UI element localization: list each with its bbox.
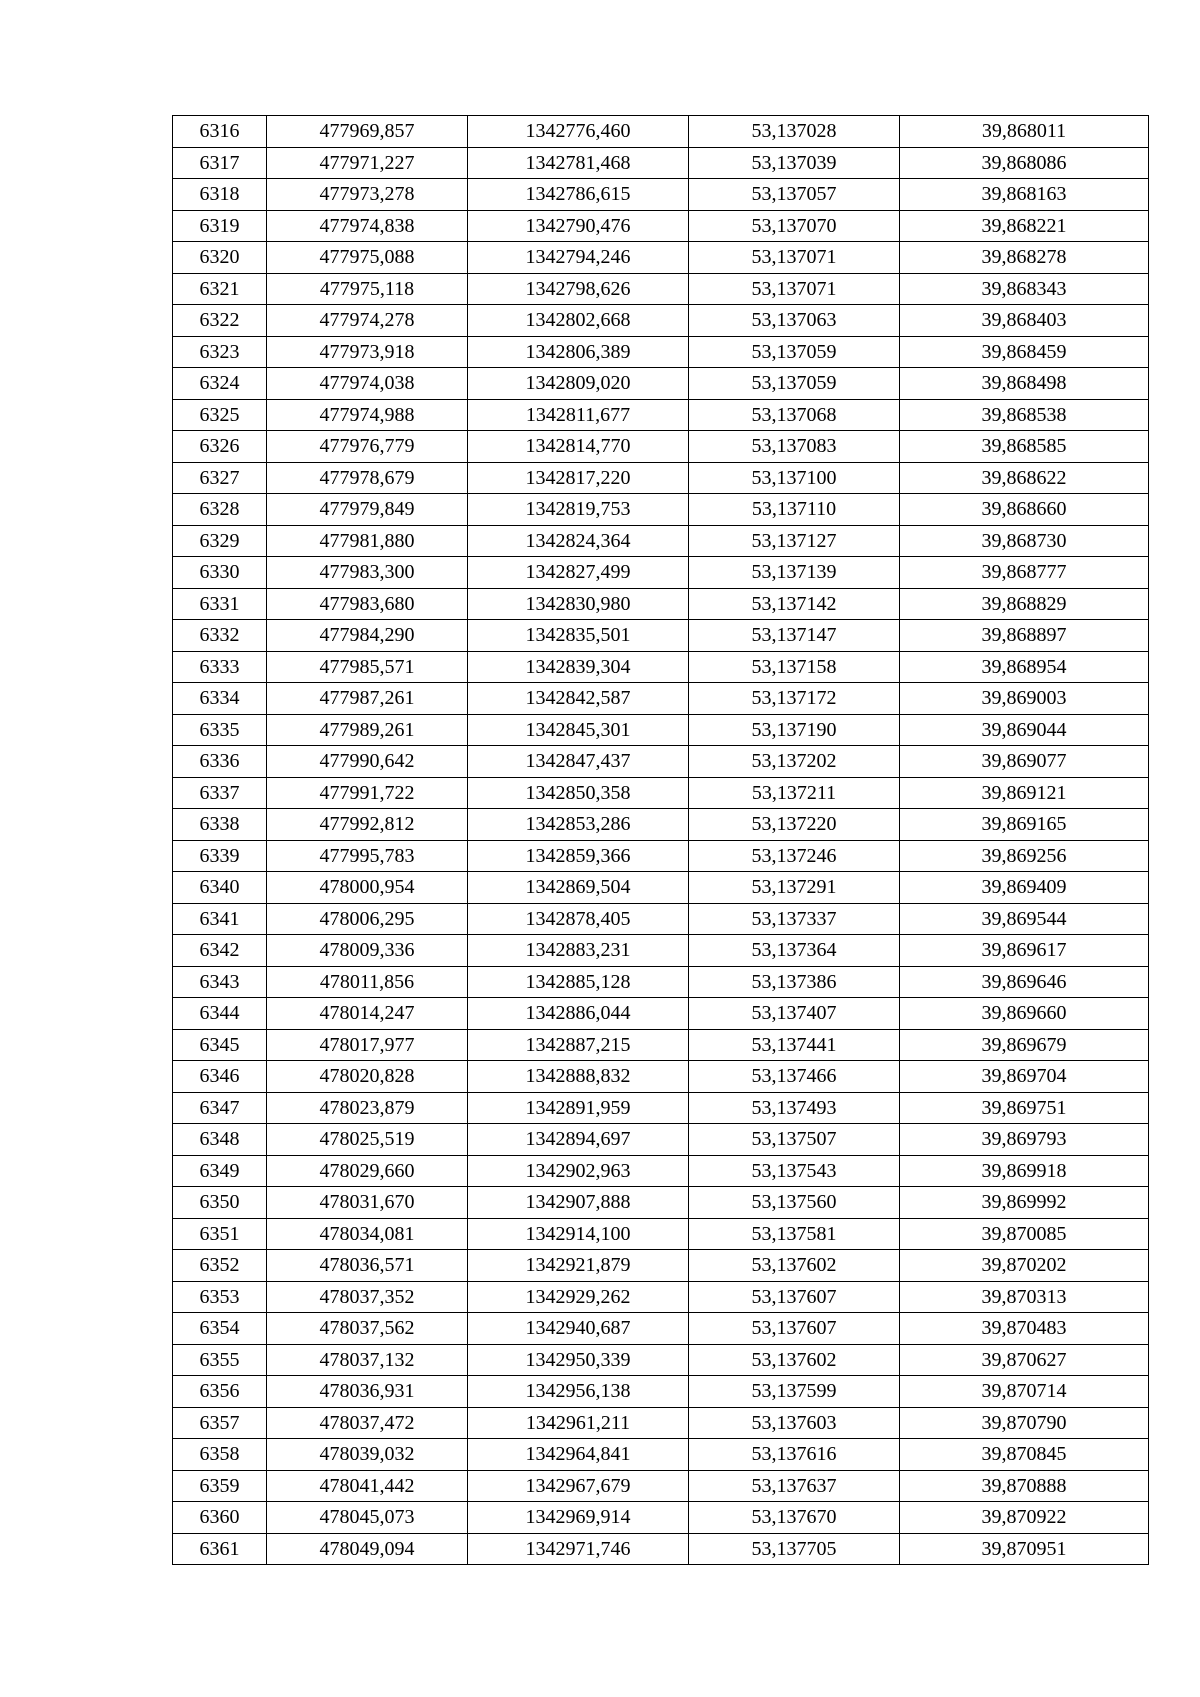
y-coordinate-cell: 1342869,504 [468,872,689,904]
point-number-cell: 6350 [173,1187,267,1219]
longitude-cell: 39,869793 [900,1124,1149,1156]
x-coordinate-cell: 477976,779 [267,431,468,463]
x-coordinate-cell: 477983,680 [267,588,468,620]
table-row [173,399,1149,431]
x-coordinate-cell: 477979,849 [267,494,468,526]
table-row [173,1061,1149,1093]
table-row [173,368,1149,400]
y-coordinate-cell: 1342786,615 [468,179,689,211]
point-number-cell: 6328 [173,494,267,526]
point-number-cell: 6348 [173,1124,267,1156]
y-coordinate-cell: 1342794,246 [468,242,689,274]
point-number-cell: 6352 [173,1250,267,1282]
y-coordinate-cell: 1342886,044 [468,998,689,1030]
table-row [173,935,1149,967]
x-coordinate-cell: 478009,336 [267,935,468,967]
longitude-cell: 39,869679 [900,1029,1149,1061]
point-number-cell: 6359 [173,1470,267,1502]
y-coordinate-cell: 1342790,476 [468,210,689,242]
y-coordinate-cell: 1342969,914 [468,1502,689,1534]
y-coordinate-cell: 1342883,231 [468,935,689,967]
latitude-cell: 53,137071 [689,273,900,305]
y-coordinate-cell: 1342835,501 [468,620,689,652]
table-row [173,116,1149,148]
table-row [173,1533,1149,1565]
y-coordinate-cell: 1342853,286 [468,809,689,841]
point-number-cell: 6318 [173,179,267,211]
point-number-cell: 6339 [173,840,267,872]
x-coordinate-cell: 478014,247 [267,998,468,1030]
point-number-cell: 6345 [173,1029,267,1061]
latitude-cell: 53,137599 [689,1376,900,1408]
x-coordinate-cell: 477995,783 [267,840,468,872]
longitude-cell: 39,869544 [900,903,1149,935]
table-row [173,1439,1149,1471]
y-coordinate-cell: 1342811,677 [468,399,689,431]
table-row [173,1470,1149,1502]
table-row [173,242,1149,274]
x-coordinate-cell: 478037,352 [267,1281,468,1313]
longitude-cell: 39,869617 [900,935,1149,967]
table-row [173,777,1149,809]
point-number-cell: 6334 [173,683,267,715]
latitude-cell: 53,137059 [689,368,900,400]
table-row [173,683,1149,715]
latitude-cell: 53,137637 [689,1470,900,1502]
y-coordinate-cell: 1342802,668 [468,305,689,337]
latitude-cell: 53,137670 [689,1502,900,1534]
latitude-cell: 53,137364 [689,935,900,967]
table-row [173,809,1149,841]
point-number-cell: 6337 [173,777,267,809]
point-number-cell: 6320 [173,242,267,274]
y-coordinate-cell: 1342891,959 [468,1092,689,1124]
table-row [173,1124,1149,1156]
y-coordinate-cell: 1342929,262 [468,1281,689,1313]
latitude-cell: 53,137068 [689,399,900,431]
latitude-cell: 53,137507 [689,1124,900,1156]
y-coordinate-cell: 1342809,020 [468,368,689,400]
point-number-cell: 6340 [173,872,267,904]
y-coordinate-cell: 1342845,301 [468,714,689,746]
latitude-cell: 53,137603 [689,1407,900,1439]
longitude-cell: 39,869003 [900,683,1149,715]
table-row [173,1502,1149,1534]
point-number-cell: 6338 [173,809,267,841]
x-coordinate-cell: 478039,032 [267,1439,468,1471]
latitude-cell: 53,137607 [689,1313,900,1345]
x-coordinate-cell: 478037,132 [267,1344,468,1376]
y-coordinate-cell: 1342902,963 [468,1155,689,1187]
table-row [173,998,1149,1030]
table-row [173,1092,1149,1124]
x-coordinate-cell: 478017,977 [267,1029,468,1061]
latitude-cell: 53,137441 [689,1029,900,1061]
longitude-cell: 39,869121 [900,777,1149,809]
x-coordinate-cell: 478011,856 [267,966,468,998]
latitude-cell: 53,137705 [689,1533,900,1565]
x-coordinate-cell: 478006,295 [267,903,468,935]
y-coordinate-cell: 1342964,841 [468,1439,689,1471]
longitude-cell: 39,868954 [900,651,1149,683]
longitude-cell: 39,870483 [900,1313,1149,1345]
point-number-cell: 6331 [173,588,267,620]
table-row [173,714,1149,746]
y-coordinate-cell: 1342885,128 [468,966,689,998]
x-coordinate-cell: 477978,679 [267,462,468,494]
point-number-cell: 6355 [173,1344,267,1376]
x-coordinate-cell: 477990,642 [267,746,468,778]
y-coordinate-cell: 1342847,437 [468,746,689,778]
latitude-cell: 53,137057 [689,179,900,211]
latitude-cell: 53,137142 [689,588,900,620]
longitude-cell: 39,869044 [900,714,1149,746]
point-number-cell: 6341 [173,903,267,935]
table-row [173,1187,1149,1219]
x-coordinate-cell: 477983,300 [267,557,468,589]
point-number-cell: 6342 [173,935,267,967]
latitude-cell: 53,137493 [689,1092,900,1124]
y-coordinate-cell: 1342781,468 [468,147,689,179]
table-row [173,903,1149,935]
latitude-cell: 53,137147 [689,620,900,652]
longitude-cell: 39,869751 [900,1092,1149,1124]
x-coordinate-cell: 477974,038 [267,368,468,400]
longitude-cell: 39,868897 [900,620,1149,652]
point-number-cell: 6329 [173,525,267,557]
table-row [173,1344,1149,1376]
longitude-cell: 39,868622 [900,462,1149,494]
point-number-cell: 6346 [173,1061,267,1093]
x-coordinate-cell: 478031,670 [267,1187,468,1219]
x-coordinate-cell: 478029,660 [267,1155,468,1187]
point-number-cell: 6316 [173,116,267,148]
table-row [173,746,1149,778]
latitude-cell: 53,137127 [689,525,900,557]
longitude-cell: 39,869165 [900,809,1149,841]
point-number-cell: 6335 [173,714,267,746]
point-number-cell: 6360 [173,1502,267,1534]
latitude-cell: 53,137139 [689,557,900,589]
y-coordinate-cell: 1342776,460 [468,116,689,148]
table-row [173,305,1149,337]
longitude-cell: 39,870790 [900,1407,1149,1439]
latitude-cell: 53,137581 [689,1218,900,1250]
x-coordinate-cell: 478025,519 [267,1124,468,1156]
longitude-cell: 39,868585 [900,431,1149,463]
longitude-cell: 39,868498 [900,368,1149,400]
longitude-cell: 39,868829 [900,588,1149,620]
x-coordinate-cell: 478049,094 [267,1533,468,1565]
longitude-cell: 39,870085 [900,1218,1149,1250]
table-row [173,1029,1149,1061]
y-coordinate-cell: 1342839,304 [468,651,689,683]
y-coordinate-cell: 1342806,389 [468,336,689,368]
point-number-cell: 6344 [173,998,267,1030]
table-row [173,1218,1149,1250]
latitude-cell: 53,137028 [689,116,900,148]
latitude-cell: 53,137063 [689,305,900,337]
latitude-cell: 53,137211 [689,777,900,809]
y-coordinate-cell: 1342950,339 [468,1344,689,1376]
y-coordinate-cell: 1342907,888 [468,1187,689,1219]
table-row [173,557,1149,589]
table-row [173,872,1149,904]
longitude-cell: 39,868459 [900,336,1149,368]
longitude-cell: 39,868660 [900,494,1149,526]
latitude-cell: 53,137220 [689,809,900,841]
table-row [173,651,1149,683]
coordinates-table [172,115,1149,1565]
x-coordinate-cell: 478000,954 [267,872,468,904]
table-row [173,494,1149,526]
table-row [173,620,1149,652]
x-coordinate-cell: 477974,278 [267,305,468,337]
y-coordinate-cell: 1342814,770 [468,431,689,463]
y-coordinate-cell: 1342798,626 [468,273,689,305]
table-row [173,525,1149,557]
x-coordinate-cell: 477975,088 [267,242,468,274]
longitude-cell: 39,868538 [900,399,1149,431]
y-coordinate-cell: 1342921,879 [468,1250,689,1282]
latitude-cell: 53,137407 [689,998,900,1030]
longitude-cell: 39,868777 [900,557,1149,589]
y-coordinate-cell: 1342888,832 [468,1061,689,1093]
x-coordinate-cell: 477973,278 [267,179,468,211]
y-coordinate-cell: 1342850,358 [468,777,689,809]
x-coordinate-cell: 477984,290 [267,620,468,652]
table-row [173,210,1149,242]
longitude-cell: 39,868011 [900,116,1149,148]
latitude-cell: 53,137110 [689,494,900,526]
table-row [173,1313,1149,1345]
x-coordinate-cell: 478041,442 [267,1470,468,1502]
latitude-cell: 53,137083 [689,431,900,463]
table-row [173,179,1149,211]
longitude-cell: 39,868730 [900,525,1149,557]
latitude-cell: 53,137100 [689,462,900,494]
latitude-cell: 53,137190 [689,714,900,746]
latitude-cell: 53,137543 [689,1155,900,1187]
x-coordinate-cell: 477989,261 [267,714,468,746]
x-coordinate-cell: 478036,931 [267,1376,468,1408]
longitude-cell: 39,870922 [900,1502,1149,1534]
y-coordinate-cell: 1342817,220 [468,462,689,494]
table-row [173,1281,1149,1313]
point-number-cell: 6336 [173,746,267,778]
table-row [173,1376,1149,1408]
x-coordinate-cell: 477974,838 [267,210,468,242]
point-number-cell: 6327 [173,462,267,494]
table-row [173,1155,1149,1187]
longitude-cell: 39,868343 [900,273,1149,305]
x-coordinate-cell: 477969,857 [267,116,468,148]
point-number-cell: 6319 [173,210,267,242]
latitude-cell: 53,137607 [689,1281,900,1313]
latitude-cell: 53,137466 [689,1061,900,1093]
latitude-cell: 53,137291 [689,872,900,904]
point-number-cell: 6323 [173,336,267,368]
point-number-cell: 6332 [173,620,267,652]
x-coordinate-cell: 477973,918 [267,336,468,368]
point-number-cell: 6324 [173,368,267,400]
longitude-cell: 39,870714 [900,1376,1149,1408]
latitude-cell: 53,137337 [689,903,900,935]
latitude-cell: 53,137246 [689,840,900,872]
longitude-cell: 39,870202 [900,1250,1149,1282]
latitude-cell: 53,137602 [689,1344,900,1376]
point-number-cell: 6330 [173,557,267,589]
longitude-cell: 39,869256 [900,840,1149,872]
table-row [173,431,1149,463]
longitude-cell: 39,870845 [900,1439,1149,1471]
longitude-cell: 39,869660 [900,998,1149,1030]
x-coordinate-cell: 477985,571 [267,651,468,683]
y-coordinate-cell: 1342824,364 [468,525,689,557]
x-coordinate-cell: 477971,227 [267,147,468,179]
table-row [173,1407,1149,1439]
longitude-cell: 39,869409 [900,872,1149,904]
y-coordinate-cell: 1342819,753 [468,494,689,526]
point-number-cell: 6326 [173,431,267,463]
y-coordinate-cell: 1342961,211 [468,1407,689,1439]
x-coordinate-cell: 477992,812 [267,809,468,841]
y-coordinate-cell: 1342971,746 [468,1533,689,1565]
y-coordinate-cell: 1342956,138 [468,1376,689,1408]
latitude-cell: 53,137059 [689,336,900,368]
table-row [173,1250,1149,1282]
longitude-cell: 39,868086 [900,147,1149,179]
x-coordinate-cell: 478037,472 [267,1407,468,1439]
point-number-cell: 6317 [173,147,267,179]
point-number-cell: 6361 [173,1533,267,1565]
y-coordinate-cell: 1342940,687 [468,1313,689,1345]
point-number-cell: 6322 [173,305,267,337]
latitude-cell: 53,137386 [689,966,900,998]
point-number-cell: 6349 [173,1155,267,1187]
y-coordinate-cell: 1342842,587 [468,683,689,715]
table-row [173,273,1149,305]
longitude-cell: 39,868403 [900,305,1149,337]
x-coordinate-cell: 477975,118 [267,273,468,305]
x-coordinate-cell: 478036,571 [267,1250,468,1282]
longitude-cell: 39,869646 [900,966,1149,998]
table-row [173,462,1149,494]
longitude-cell: 39,870888 [900,1470,1149,1502]
x-coordinate-cell: 477981,880 [267,525,468,557]
longitude-cell: 39,868221 [900,210,1149,242]
point-number-cell: 6354 [173,1313,267,1345]
y-coordinate-cell: 1342830,980 [468,588,689,620]
longitude-cell: 39,870313 [900,1281,1149,1313]
point-number-cell: 6356 [173,1376,267,1408]
x-coordinate-cell: 477987,261 [267,683,468,715]
point-number-cell: 6333 [173,651,267,683]
longitude-cell: 39,869992 [900,1187,1149,1219]
latitude-cell: 53,137071 [689,242,900,274]
point-number-cell: 6343 [173,966,267,998]
point-number-cell: 6353 [173,1281,267,1313]
longitude-cell: 39,869704 [900,1061,1149,1093]
y-coordinate-cell: 1342914,100 [468,1218,689,1250]
coordinates-table-body [173,116,1149,1565]
longitude-cell: 39,869077 [900,746,1149,778]
x-coordinate-cell: 478023,879 [267,1092,468,1124]
latitude-cell: 53,137202 [689,746,900,778]
y-coordinate-cell: 1342859,366 [468,840,689,872]
latitude-cell: 53,137158 [689,651,900,683]
y-coordinate-cell: 1342887,215 [468,1029,689,1061]
point-number-cell: 6357 [173,1407,267,1439]
point-number-cell: 6325 [173,399,267,431]
latitude-cell: 53,137039 [689,147,900,179]
x-coordinate-cell: 477974,988 [267,399,468,431]
table-row [173,336,1149,368]
y-coordinate-cell: 1342894,697 [468,1124,689,1156]
table-row [173,840,1149,872]
longitude-cell: 39,870951 [900,1533,1149,1565]
latitude-cell: 53,137602 [689,1250,900,1282]
y-coordinate-cell: 1342967,679 [468,1470,689,1502]
point-number-cell: 6321 [173,273,267,305]
x-coordinate-cell: 478037,562 [267,1313,468,1345]
longitude-cell: 39,868163 [900,179,1149,211]
y-coordinate-cell: 1342827,499 [468,557,689,589]
y-coordinate-cell: 1342878,405 [468,903,689,935]
latitude-cell: 53,137616 [689,1439,900,1471]
latitude-cell: 53,137172 [689,683,900,715]
x-coordinate-cell: 478020,828 [267,1061,468,1093]
longitude-cell: 39,868278 [900,242,1149,274]
point-number-cell: 6358 [173,1439,267,1471]
point-number-cell: 6351 [173,1218,267,1250]
table-row [173,966,1149,998]
x-coordinate-cell: 477991,722 [267,777,468,809]
longitude-cell: 39,870627 [900,1344,1149,1376]
latitude-cell: 53,137070 [689,210,900,242]
point-number-cell: 6347 [173,1092,267,1124]
table-row [173,588,1149,620]
x-coordinate-cell: 478034,081 [267,1218,468,1250]
latitude-cell: 53,137560 [689,1187,900,1219]
table-row [173,147,1149,179]
x-coordinate-cell: 478045,073 [267,1502,468,1534]
longitude-cell: 39,869918 [900,1155,1149,1187]
